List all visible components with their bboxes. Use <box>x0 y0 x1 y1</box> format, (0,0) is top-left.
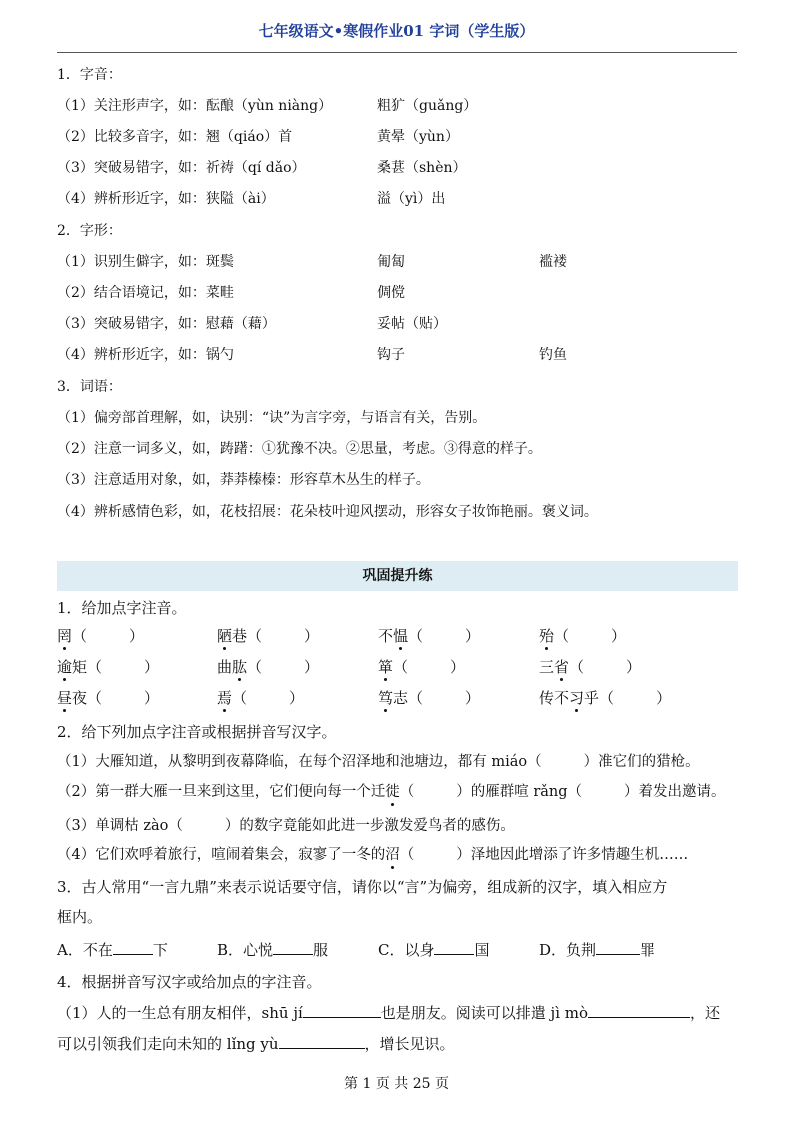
glyph-row-4: （4）辨析形近字，如：锅勺 <box>57 347 234 363</box>
pronunciation-row-1-example: 粗犷（guǎng） <box>377 98 478 114</box>
question-3-line-1: 3．古人常用“一言九鼎”来表示说话要守信，请你以“言”为偏旁，组成新的汉字，填入相应方 <box>57 878 668 896</box>
q1-item: 殆（ ） <box>539 627 627 645</box>
q3-option-d: D．负荆 罪 <box>539 941 656 959</box>
glyph-row-4-example-c: 钓鱼 <box>539 347 567 363</box>
pronunciation-row-3-example: 桑葚（shèn） <box>377 160 467 176</box>
q2-sentence-2: （2）第一群大雁一旦来到这里，它们便向每一个迁徙（ ）的雁群喧 rǎng（ ）着发出邀请。 <box>57 784 726 800</box>
section-title-glyphs: 2．字形： <box>57 223 122 239</box>
glyph-row-2-example-b: 倜傥 <box>377 285 405 301</box>
q2-sentence-4: （4）它们欢呼着旅行，喧闹着集会，寂寥了一冬的沼（ ）泽地因此增添了许多情趣生机…… <box>57 847 689 863</box>
q1-item: 陋巷（ ） <box>217 627 320 645</box>
question-3-line-2: 框内。 <box>57 908 103 926</box>
glyph-row-1: （1）识别生僻字，如：斑鬓 <box>57 254 234 270</box>
glyph-row-3: （3）突破易错字，如：慰藉（藉） <box>57 316 276 332</box>
question-2-title: 2．给下列加点字注音或根据拼音写汉字。 <box>57 723 337 741</box>
q4-line-1: （1）人的一生总有朋友相伴，shū jí 也是朋友。阅读可以排遣 jì mò ，还 <box>57 1004 721 1022</box>
pronunciation-row-2: （2）比较多音字，如：翘（qiáo）首 <box>57 129 293 145</box>
q1-item: 焉（ ） <box>217 689 305 707</box>
q1-item: 逾矩（ ） <box>57 658 160 676</box>
glyph-row-2: （2）结合语境记，如：菜畦 <box>57 285 234 301</box>
pronunciation-row-1: （1）关注形声字，如：酝酿（yùn niàng） <box>57 98 333 114</box>
q3-option-b: B．心悦 服 <box>217 941 329 959</box>
vocabulary-row-2: （2）注意一词多义，如，踌躇：①犹豫不决。②思量，考虑。③得意的样子。 <box>57 441 542 457</box>
page-header-title: 七年级语文•寒假作业01 字词（学生版） <box>258 22 535 40</box>
glyph-row-3-example-b: 妥帖（贴） <box>377 316 447 332</box>
glyph-row-1-example-b: 匍匐 <box>377 254 405 270</box>
q1-item: 笃志（ ） <box>378 689 481 707</box>
q2-sentence-1: （1）大雁知道，从黎明到夜幕降临，在每个沼泽地和池塘边，都有 miáo（ ）准它们的猎枪。 <box>57 754 700 770</box>
q1-item: 曲肱（ ） <box>217 658 320 676</box>
vocabulary-row-3: （3）注意适用对象，如，莽莽榛榛：形容草木丛生的样子。 <box>57 472 430 488</box>
pronunciation-row-2-example: 黄晕（yùn） <box>377 129 459 145</box>
vocabulary-row-4: （4）辨析感情色彩，如，花枝招展：花朵枝叶迎风摆动，形容女子妆饰艳丽。褒义词。 <box>57 504 598 520</box>
practice-section-banner: 巩固提升练 <box>57 561 738 591</box>
q1-item: 传不习乎（ ） <box>539 689 672 707</box>
question-1-title: 1．给加点字注音。 <box>57 599 187 617</box>
section-title-pronunciation: 1．字音： <box>57 67 122 83</box>
q2-sentence-3: （3）单调枯 zào（ ）的数字竟能如此进一步激发爱鸟者的感伤。 <box>57 818 515 834</box>
page-number-footer: 第 1 页 共 25 页 <box>344 1076 449 1092</box>
glyph-row-1-example-c: 褴褛 <box>539 254 567 270</box>
glyph-row-4-example-b: 钩子 <box>377 347 405 363</box>
q1-item: 昼夜（ ） <box>57 689 160 707</box>
vocabulary-row-1: （1）偏旁部首理解，如，诀别：“诀”为言字旁，与语言有关，告别。 <box>57 410 487 426</box>
section-title-vocabulary: 3．词语： <box>57 379 122 395</box>
header-divider <box>57 52 737 53</box>
pronunciation-row-4-example: 溢（yì）出 <box>377 191 446 207</box>
pronunciation-row-3: （3）突破易错字，如：祈祷（qí dǎo） <box>57 160 306 176</box>
q1-item: 不愠（ ） <box>378 627 481 645</box>
q4-line-2: 可以引领我们走向未知的 lǐng yù ，增长见识。 <box>57 1035 455 1053</box>
q3-option-a: A．不在 下 <box>57 941 168 959</box>
q1-item: 三省（ ） <box>539 658 642 676</box>
q3-option-c: C．以身 国 <box>378 941 490 959</box>
q1-item: 箪（ ） <box>378 658 466 676</box>
pronunciation-row-4: （4）辨析形近字，如：狭隘（ài） <box>57 191 275 207</box>
question-4-title: 4．根据拼音写汉字或给加点的字注音。 <box>57 973 322 991</box>
q1-item: 罔（ ） <box>57 627 145 645</box>
